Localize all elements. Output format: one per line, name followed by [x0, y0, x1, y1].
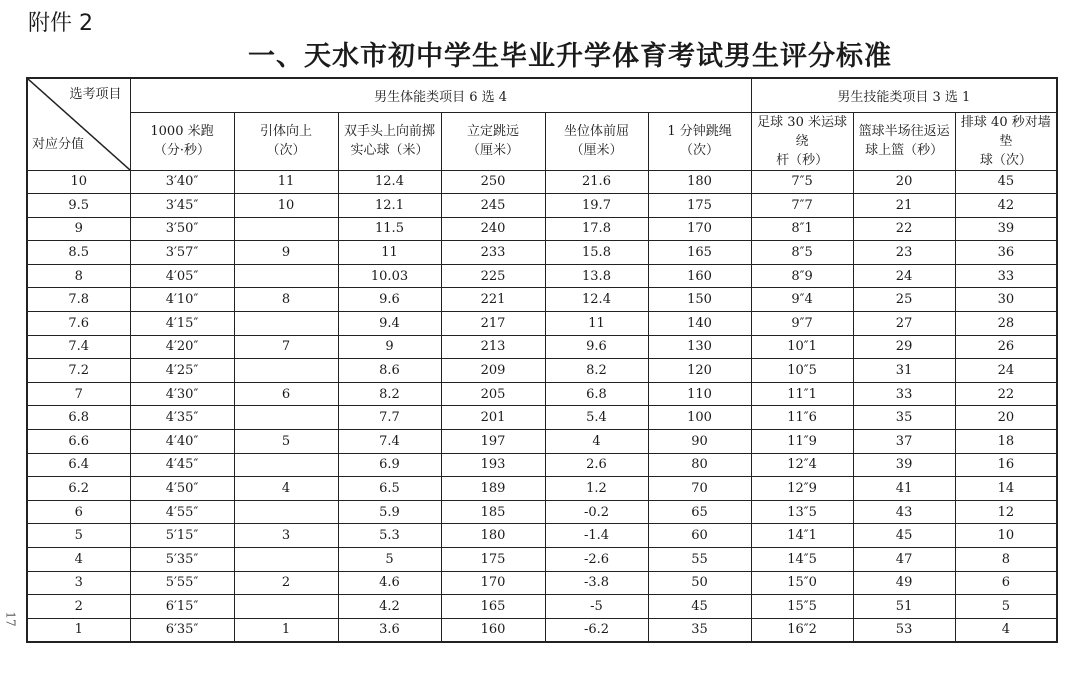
- value-cell: 65: [648, 500, 751, 524]
- value-cell: 11.5: [338, 217, 441, 241]
- value-cell: 33: [955, 264, 1057, 288]
- value-cell: 4′15″: [130, 312, 234, 336]
- value-cell: 160: [648, 264, 751, 288]
- value-cell: 8.2: [545, 359, 648, 383]
- value-cell: 26: [955, 335, 1057, 359]
- value-cell: 201: [441, 406, 545, 430]
- header-group-skill: 男生技能类项目 3 选 1: [751, 78, 1057, 112]
- value-cell: 6′35″: [130, 618, 234, 642]
- value-cell: 130: [648, 335, 751, 359]
- table-row: [27, 382, 1057, 406]
- value-cell: 16″2: [751, 618, 853, 642]
- value-cell: 193: [441, 453, 545, 477]
- header-item-line2: 杆（秒）: [776, 152, 829, 168]
- value-cell: 3′57″: [130, 241, 234, 265]
- value-cell: 170: [648, 217, 751, 241]
- value-cell: 5′15″: [130, 524, 234, 548]
- header-corner-cell: [27, 78, 130, 170]
- score-cell: 8.5: [27, 241, 130, 265]
- value-cell: 22: [955, 382, 1057, 406]
- value-cell: 4′30″: [130, 382, 234, 406]
- value-cell: 4′20″: [130, 335, 234, 359]
- value-cell: 2.6: [545, 453, 648, 477]
- value-cell: 9: [234, 241, 338, 265]
- header-item-3: [338, 112, 441, 170]
- header-item-line1: 双手头上向前掷: [343, 124, 435, 139]
- value-cell: 14″1: [751, 524, 853, 548]
- value-cell: 170: [441, 571, 545, 595]
- score-cell: 4: [27, 548, 130, 572]
- page-title: 一、天水市初中学生毕业升学体育考试男生评分标准: [248, 41, 892, 72]
- value-cell: 5.9: [338, 500, 441, 524]
- value-cell: 21: [853, 194, 955, 218]
- score-cell: 7.6: [27, 312, 130, 336]
- value-cell: 4′25″: [130, 359, 234, 383]
- value-cell: -1.4: [545, 524, 648, 548]
- value-cell: 47: [853, 548, 955, 572]
- value-cell: 29: [853, 335, 955, 359]
- value-cell: 6′15″: [130, 595, 234, 619]
- value-cell: 45: [955, 170, 1057, 194]
- header-item-line1: 引体向上: [259, 124, 312, 139]
- value-cell: 221: [441, 288, 545, 312]
- value-cell: 3: [234, 524, 338, 548]
- value-cell: 60: [648, 524, 751, 548]
- value-cell: 12: [955, 500, 1057, 524]
- value-cell: 5: [338, 548, 441, 572]
- score-cell: 9: [27, 217, 130, 241]
- header-item-row: [27, 112, 1057, 170]
- header-item-line2: （厘米）: [570, 143, 623, 158]
- value-cell: 30: [955, 288, 1057, 312]
- value-cell: 50: [648, 571, 751, 595]
- value-cell: 9″4: [751, 288, 853, 312]
- value-cell: 27: [853, 312, 955, 336]
- value-cell: 4′45″: [130, 453, 234, 477]
- table-row: [27, 524, 1057, 548]
- value-cell: 4′35″: [130, 406, 234, 430]
- value-cell: 28: [955, 312, 1057, 336]
- table-row: [27, 453, 1057, 477]
- value-cell: 11: [545, 312, 648, 336]
- value-cell: 250: [441, 170, 545, 194]
- value-cell: 8: [955, 548, 1057, 572]
- table-row: [27, 430, 1057, 454]
- value-cell: 20: [955, 406, 1057, 430]
- value-cell: 4.6: [338, 571, 441, 595]
- value-cell: 4′50″: [130, 477, 234, 501]
- value-cell: 45: [853, 524, 955, 548]
- score-cell: 7.4: [27, 335, 130, 359]
- table-row: [27, 217, 1057, 241]
- table-row: [27, 312, 1057, 336]
- value-cell: 4′05″: [130, 264, 234, 288]
- value-cell: 8.6: [338, 359, 441, 383]
- value-cell: 4′55″: [130, 500, 234, 524]
- value-cell: 14: [955, 477, 1057, 501]
- header-item-8: [853, 112, 955, 170]
- value-cell: 197: [441, 430, 545, 454]
- value-cell: 180: [648, 170, 751, 194]
- table-row: [27, 406, 1057, 430]
- value-cell: 3′50″: [130, 217, 234, 241]
- value-cell: -3.8: [545, 571, 648, 595]
- header-group-physical: 男生体能类项目 6 选 4: [130, 78, 751, 112]
- value-cell: 53: [853, 618, 955, 642]
- score-cell: 9.5: [27, 194, 130, 218]
- value-cell: 51: [853, 595, 955, 619]
- value-cell: 6.9: [338, 453, 441, 477]
- value-cell: 189: [441, 477, 545, 501]
- value-cell: 45: [648, 595, 751, 619]
- score-cell: 1: [27, 618, 130, 642]
- value-cell: 9″7: [751, 312, 853, 336]
- value-cell: 7″7: [751, 194, 853, 218]
- table-row: [27, 500, 1057, 524]
- table-row: [27, 241, 1057, 265]
- header-item-line1: 1 分钟跳绳: [667, 124, 732, 139]
- value-cell: [234, 264, 338, 288]
- value-cell: 9.6: [338, 288, 441, 312]
- score-cell: 2: [27, 595, 130, 619]
- score-cell: 6.8: [27, 406, 130, 430]
- corner-top-label: 选考项目: [69, 87, 122, 102]
- value-cell: 8″5: [751, 241, 853, 265]
- value-cell: 10: [234, 194, 338, 218]
- score-cell: 5: [27, 524, 130, 548]
- value-cell: [234, 500, 338, 524]
- header-item-line2: （次）: [266, 143, 306, 158]
- header-item-1: [130, 112, 234, 170]
- value-cell: 240: [441, 217, 545, 241]
- value-cell: 9.6: [545, 335, 648, 359]
- value-cell: 11″6: [751, 406, 853, 430]
- score-cell: 6.6: [27, 430, 130, 454]
- value-cell: 17.8: [545, 217, 648, 241]
- value-cell: -6.2: [545, 618, 648, 642]
- value-cell: -5: [545, 595, 648, 619]
- value-cell: 14″5: [751, 548, 853, 572]
- value-cell: 120: [648, 359, 751, 383]
- value-cell: 8.2: [338, 382, 441, 406]
- value-cell: 9.4: [338, 312, 441, 336]
- value-cell: 213: [441, 335, 545, 359]
- value-cell: 7.4: [338, 430, 441, 454]
- header-item-line1: 坐位体前屈: [563, 124, 629, 139]
- value-cell: 140: [648, 312, 751, 336]
- table-row: [27, 194, 1057, 218]
- value-cell: 5.4: [545, 406, 648, 430]
- header-item-line1: 足球 30 米运球绕: [757, 114, 847, 149]
- score-cell: 6: [27, 500, 130, 524]
- value-cell: 42: [955, 194, 1057, 218]
- value-cell: -2.6: [545, 548, 648, 572]
- value-cell: 12.1: [338, 194, 441, 218]
- value-cell: 7: [234, 335, 338, 359]
- attachment-label: 附件 2: [28, 11, 93, 36]
- value-cell: 22: [853, 217, 955, 241]
- score-cell: 6.2: [27, 477, 130, 501]
- value-cell: 5: [234, 430, 338, 454]
- header-item-6: [648, 112, 751, 170]
- value-cell: 16: [955, 453, 1057, 477]
- value-cell: 4′10″: [130, 288, 234, 312]
- page-side-mark: 17: [3, 611, 18, 627]
- value-cell: [234, 312, 338, 336]
- header-item-2: [234, 112, 338, 170]
- header-item-line1: 篮球半场往返运: [858, 124, 950, 139]
- value-cell: 10: [955, 524, 1057, 548]
- header-item-5: [545, 112, 648, 170]
- value-cell: 6.8: [545, 382, 648, 406]
- value-cell: 70: [648, 477, 751, 501]
- value-cell: 25: [853, 288, 955, 312]
- value-cell: 1: [234, 618, 338, 642]
- value-cell: 12″4: [751, 453, 853, 477]
- value-cell: 185: [441, 500, 545, 524]
- value-cell: 21.6: [545, 170, 648, 194]
- value-cell: 55: [648, 548, 751, 572]
- table-row: [27, 170, 1057, 194]
- value-cell: 5.3: [338, 524, 441, 548]
- table-row: [27, 595, 1057, 619]
- value-cell: 12″9: [751, 477, 853, 501]
- header-item-line2: 球上篮（秒）: [865, 143, 944, 158]
- value-cell: 18: [955, 430, 1057, 454]
- value-cell: 5′55″: [130, 571, 234, 595]
- value-cell: 10.03: [338, 264, 441, 288]
- score-cell: 3: [27, 571, 130, 595]
- value-cell: 12.4: [338, 170, 441, 194]
- value-cell: 175: [648, 194, 751, 218]
- value-cell: [234, 406, 338, 430]
- score-cell: 6.4: [27, 453, 130, 477]
- value-cell: 4′40″: [130, 430, 234, 454]
- value-cell: 33: [853, 382, 955, 406]
- value-cell: 8: [234, 288, 338, 312]
- value-cell: 11: [234, 170, 338, 194]
- value-cell: 49: [853, 571, 955, 595]
- value-cell: 11″1: [751, 382, 853, 406]
- value-cell: 31: [853, 359, 955, 383]
- header-item-line1: 排球 40 秒对墙垫: [960, 114, 1051, 149]
- value-cell: 13.8: [545, 264, 648, 288]
- score-cell: 7.2: [27, 359, 130, 383]
- value-cell: [234, 595, 338, 619]
- value-cell: 3′40″: [130, 170, 234, 194]
- value-cell: 10″1: [751, 335, 853, 359]
- table-body: [27, 170, 1057, 642]
- value-cell: [234, 548, 338, 572]
- value-cell: 43: [853, 500, 955, 524]
- table-row: [27, 264, 1057, 288]
- value-cell: 3.6: [338, 618, 441, 642]
- value-cell: 80: [648, 453, 751, 477]
- value-cell: 15″0: [751, 571, 853, 595]
- value-cell: 165: [648, 241, 751, 265]
- value-cell: 11: [338, 241, 441, 265]
- value-cell: 11″9: [751, 430, 853, 454]
- value-cell: 5′35″: [130, 548, 234, 572]
- header-item-line2: 球（次）: [979, 152, 1032, 168]
- value-cell: 19.7: [545, 194, 648, 218]
- scoring-table: [26, 77, 1058, 643]
- table-row: [27, 335, 1057, 359]
- header-group-row: [27, 78, 1057, 112]
- score-cell: 7: [27, 382, 130, 406]
- value-cell: 205: [441, 382, 545, 406]
- table-row: [27, 548, 1057, 572]
- value-cell: 39: [955, 217, 1057, 241]
- header-item-line2: （分·秒）: [153, 143, 211, 158]
- header-item-line1: 立定跳远: [466, 124, 519, 139]
- value-cell: 8″9: [751, 264, 853, 288]
- value-cell: 20: [853, 170, 955, 194]
- header-item-line1: 1000 米跑: [150, 124, 214, 139]
- value-cell: 6: [234, 382, 338, 406]
- value-cell: -0.2: [545, 500, 648, 524]
- value-cell: 4: [955, 618, 1057, 642]
- value-cell: [234, 217, 338, 241]
- value-cell: 8″1: [751, 217, 853, 241]
- value-cell: 5: [955, 595, 1057, 619]
- value-cell: 23: [853, 241, 955, 265]
- value-cell: 3′45″: [130, 194, 234, 218]
- score-cell: 8: [27, 264, 130, 288]
- value-cell: 225: [441, 264, 545, 288]
- value-cell: 15″5: [751, 595, 853, 619]
- value-cell: 2: [234, 571, 338, 595]
- value-cell: 24: [853, 264, 955, 288]
- value-cell: 1.2: [545, 477, 648, 501]
- value-cell: 209: [441, 359, 545, 383]
- value-cell: 9: [338, 335, 441, 359]
- value-cell: 110: [648, 382, 751, 406]
- value-cell: 35: [648, 618, 751, 642]
- table-row: [27, 571, 1057, 595]
- score-cell: 10: [27, 170, 130, 194]
- header-item-4: [441, 112, 545, 170]
- value-cell: 175: [441, 548, 545, 572]
- value-cell: 4: [545, 430, 648, 454]
- value-cell: 160: [441, 618, 545, 642]
- value-cell: 150: [648, 288, 751, 312]
- value-cell: 41: [853, 477, 955, 501]
- table-row: [27, 288, 1057, 312]
- value-cell: 10″5: [751, 359, 853, 383]
- header-item-line2: （厘米）: [466, 143, 519, 158]
- value-cell: 12.4: [545, 288, 648, 312]
- header-item-7: [751, 112, 853, 170]
- header-item-line2: 实心球（米）: [350, 143, 429, 158]
- value-cell: [234, 359, 338, 383]
- value-cell: 100: [648, 406, 751, 430]
- table-row: [27, 359, 1057, 383]
- score-cell: 7.8: [27, 288, 130, 312]
- value-cell: 4.2: [338, 595, 441, 619]
- value-cell: 13″5: [751, 500, 853, 524]
- value-cell: 37: [853, 430, 955, 454]
- value-cell: 36: [955, 241, 1057, 265]
- value-cell: 4: [234, 477, 338, 501]
- value-cell: 165: [441, 595, 545, 619]
- value-cell: 35: [853, 406, 955, 430]
- header-item-line2: （次）: [680, 143, 720, 158]
- value-cell: 217: [441, 312, 545, 336]
- value-cell: 7″5: [751, 170, 853, 194]
- value-cell: 24: [955, 359, 1057, 383]
- header-item-9: [955, 112, 1057, 170]
- value-cell: 39: [853, 453, 955, 477]
- table-row: [27, 618, 1057, 642]
- value-cell: 6: [955, 571, 1057, 595]
- value-cell: 7.7: [338, 406, 441, 430]
- value-cell: [234, 453, 338, 477]
- value-cell: 6.5: [338, 477, 441, 501]
- corner-bottom-label: 对应分值: [32, 136, 85, 152]
- value-cell: 90: [648, 430, 751, 454]
- value-cell: 180: [441, 524, 545, 548]
- value-cell: 15.8: [545, 241, 648, 265]
- value-cell: 245: [441, 194, 545, 218]
- value-cell: 233: [441, 241, 545, 265]
- table-row: [27, 477, 1057, 501]
